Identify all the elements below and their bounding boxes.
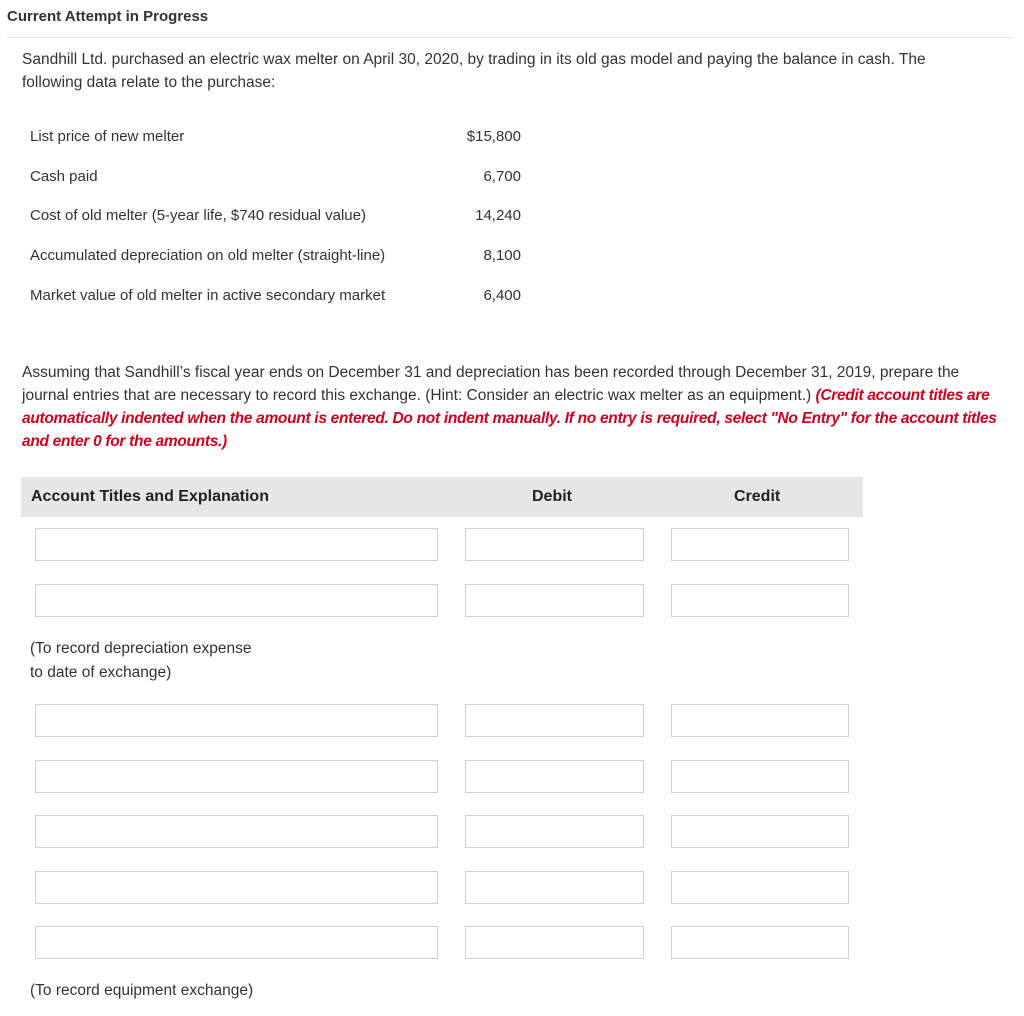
debit-input[interactable] — [465, 760, 644, 793]
account-title-input[interactable] — [35, 815, 438, 848]
journal-table-header — [21, 477, 863, 517]
data-value: 6,400 — [483, 287, 521, 304]
account-title-input[interactable] — [35, 704, 438, 737]
account-title-input[interactable] — [35, 528, 438, 561]
entry-note-line: to date of exchange) — [30, 664, 172, 681]
entry-note-line: (To record depreciation expense — [30, 640, 252, 657]
data-label: List price of new melter — [30, 128, 185, 145]
data-label: Cash paid — [30, 168, 98, 185]
data-label: Cost of old melter (5-year life, $740 residual value) — [30, 207, 366, 224]
credit-input[interactable] — [671, 871, 849, 904]
header-debit: Debit — [532, 488, 572, 505]
attempt-status: Current Attempt in Progress — [7, 8, 209, 25]
data-value: 14,240 — [475, 207, 521, 224]
credit-input[interactable] — [671, 704, 849, 737]
entry-note: (To record equipment exchange) — [30, 982, 254, 999]
credit-input[interactable] — [671, 760, 849, 793]
account-title-input[interactable] — [35, 584, 438, 617]
credit-input[interactable] — [671, 815, 849, 848]
header-account: Account Titles and Explanation — [31, 488, 269, 505]
credit-input[interactable] — [671, 584, 849, 617]
header-credit: Credit — [734, 488, 781, 505]
debit-input[interactable] — [465, 815, 644, 848]
debit-input[interactable] — [465, 871, 644, 904]
credit-input[interactable] — [671, 528, 849, 561]
debit-input[interactable] — [465, 584, 644, 617]
divider — [7, 37, 1012, 38]
debit-input[interactable] — [465, 704, 644, 737]
data-value: 6,700 — [483, 168, 521, 185]
data-label: Accumulated depreciation on old melter (straight-line) — [30, 247, 386, 264]
account-title-input[interactable] — [35, 871, 438, 904]
data-value: $15,800 — [466, 128, 521, 145]
credit-input[interactable] — [671, 926, 849, 959]
problem-intro: Sandhill Ltd. purchased an electric wax melter on April 30, 2020, by trading in its old gas model and paying the balance in cash. The following data relate to the purchase: — [22, 51, 926, 91]
instructions-warning: (Credit account titles are automatically indented when the amount is entered. Do not indent manually. If no entry is required, select "No Entry" for the account titles and enter 0 for the amounts.) — [22, 387, 997, 450]
instructions-text: Assuming that Sandhill’s fiscal year ends on December 31 and depreciation has been recorded through December 31, 2019, prepare the journal entries that are necessary to record this exchange. (Hint: Consider an electric wax melter as an equipment.) — [22, 364, 960, 404]
debit-input[interactable] — [465, 528, 644, 561]
data-label: Market value of old melter in active secondary market — [30, 287, 386, 304]
debit-input[interactable] — [465, 926, 644, 959]
account-title-input[interactable] — [35, 760, 438, 793]
instructions — [22, 361, 997, 453]
data-value: 8,100 — [483, 247, 521, 264]
account-title-input[interactable] — [35, 926, 438, 959]
entry-note — [30, 637, 251, 685]
